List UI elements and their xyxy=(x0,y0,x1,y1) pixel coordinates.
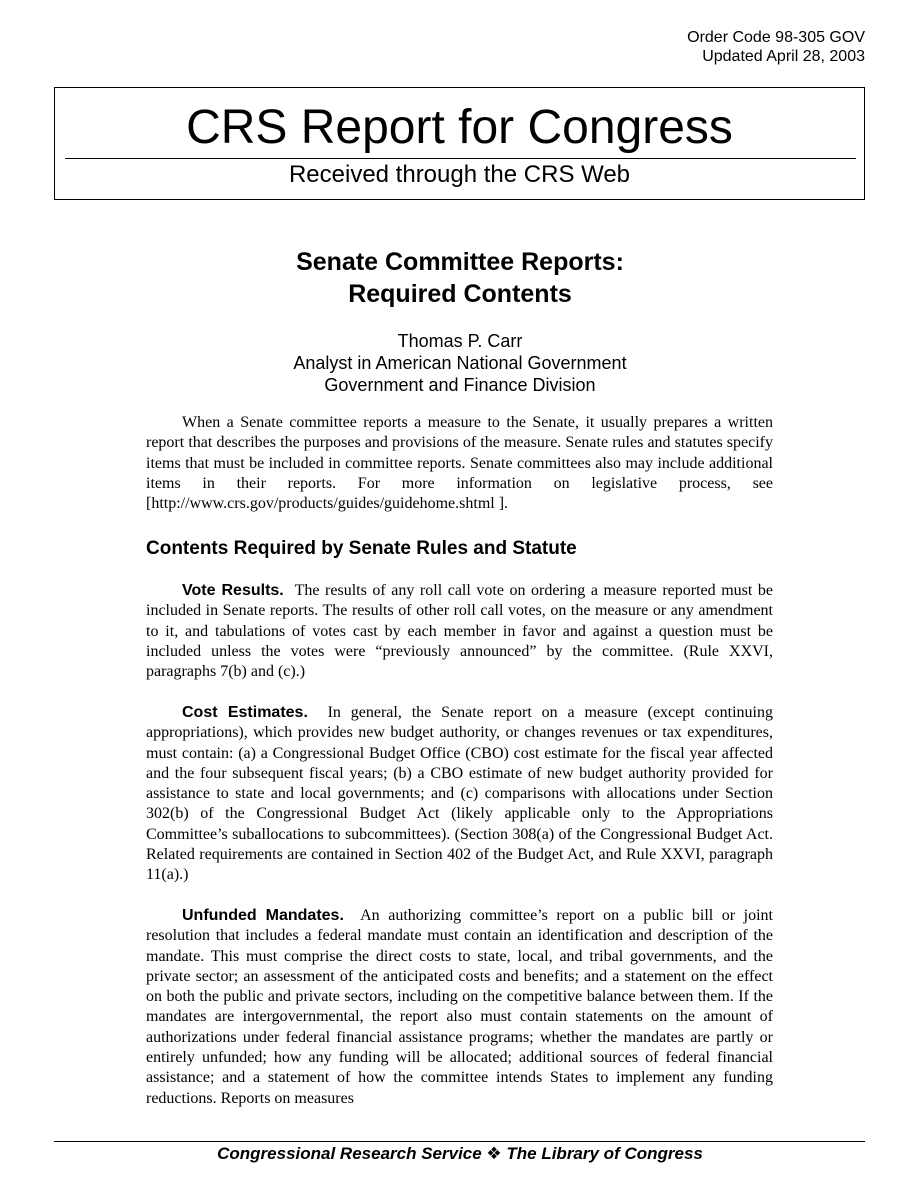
updated-date: Updated April 28, 2003 xyxy=(702,48,865,65)
author-name: Thomas P. Carr xyxy=(397,331,523,351)
intro-paragraph xyxy=(146,413,773,514)
author-title: Analyst in American National Government xyxy=(293,353,627,373)
vote-results-paragraph xyxy=(146,581,773,682)
document-title-line1: Senate Committee Reports: xyxy=(296,248,624,276)
cost-estimates-paragraph xyxy=(146,703,773,886)
banner-subtitle: Received through the CRS Web xyxy=(288,161,631,188)
footer-text: Congressional Research Service ❖ The Library of Congress xyxy=(217,1144,703,1163)
section-heading: Contents Required by Senate Rules and Statute xyxy=(146,538,577,559)
intro-text: When a Senate committee reports a measure to the Senate, it usually prepares a written report that describes the purposes and provisions of the measure. Senate rules and statutes specify items that must be included in committee reports. Senate committees also may include additional items in their reports. For more information on legislative process, see [http://www.crs.gov/products/guides/guidehome.shtml ]. xyxy=(146,414,773,513)
footer-divider xyxy=(54,1141,865,1142)
document-title xyxy=(0,246,920,310)
report-banner xyxy=(54,87,865,200)
author-division: Government and Finance Division xyxy=(324,375,596,395)
author-block xyxy=(0,330,920,396)
unfunded-mandates-heading: Unfunded Mandates. xyxy=(182,907,344,924)
banner-title: CRS Report for Congress xyxy=(186,101,733,154)
vote-results-text: The results of any roll call vote on ordering a measure reported must be included in Senate reports. The results of other roll call votes, on the measure or any amendment to it, and tabulations of votes cast by each member in favor and against a question must be included unless the votes were “previously announced” by the committee. (Rule XXVI, paragraphs 7(b) and (c).) xyxy=(146,582,774,681)
unfunded-mandates-paragraph xyxy=(146,906,773,1109)
document-title-line2: Required Contents xyxy=(348,280,572,308)
cost-estimates-text: In general, the Senate report on a measure (except continuing appropriations), which provides new budget authority, or changes revenues or tax expenditures, must contain: (a) a Congressional Budget Office (CBO) cost estimate for the fiscal year affected and the four subsequent fiscal years; (b) a CBO estimate of new budget authority provided for assistance to state and local governments; and (c) comparisons with allocations under Section 302(b) of the Congressional Budget Act (likely applicable only to the Appropriations Committee’s suballocations to subcommittees). (Section 308(a) of the Congressional Budget Act. Related requirements are contained in Section 402 of the Budget Act, and Rule XXVI, paragraph 11(a).) xyxy=(146,704,773,884)
unfunded-mandates-text: An authorizing committee’s report on a public bill or joint resolution that includes a federal mandate must contain an identification and description of the mandate. This must comprise the direct costs to state, local, and tribal governments, and the private sector; an assessment of the anticipated costs and benefits; and a statement on the effect on both the public and private sectors, including on the competitive balance between them. If the mandates are intergovernmental, the report also must contain statements on the amount of authorizations under federal financial assistance programs; whether the mandates are partly or entirely unfunded; how any funding will be allocated; additional sources of federal financial assistance; and a statement of how the committee intends States to implement any funding reductions. Reports on measures xyxy=(146,907,773,1107)
order-info xyxy=(687,28,865,66)
vote-results-heading: Vote Results. xyxy=(182,582,284,599)
banner-divider xyxy=(65,158,856,159)
order-code: Order Code 98-305 GOV xyxy=(687,29,865,46)
cost-estimates-heading: Cost Estimates. xyxy=(182,704,308,721)
